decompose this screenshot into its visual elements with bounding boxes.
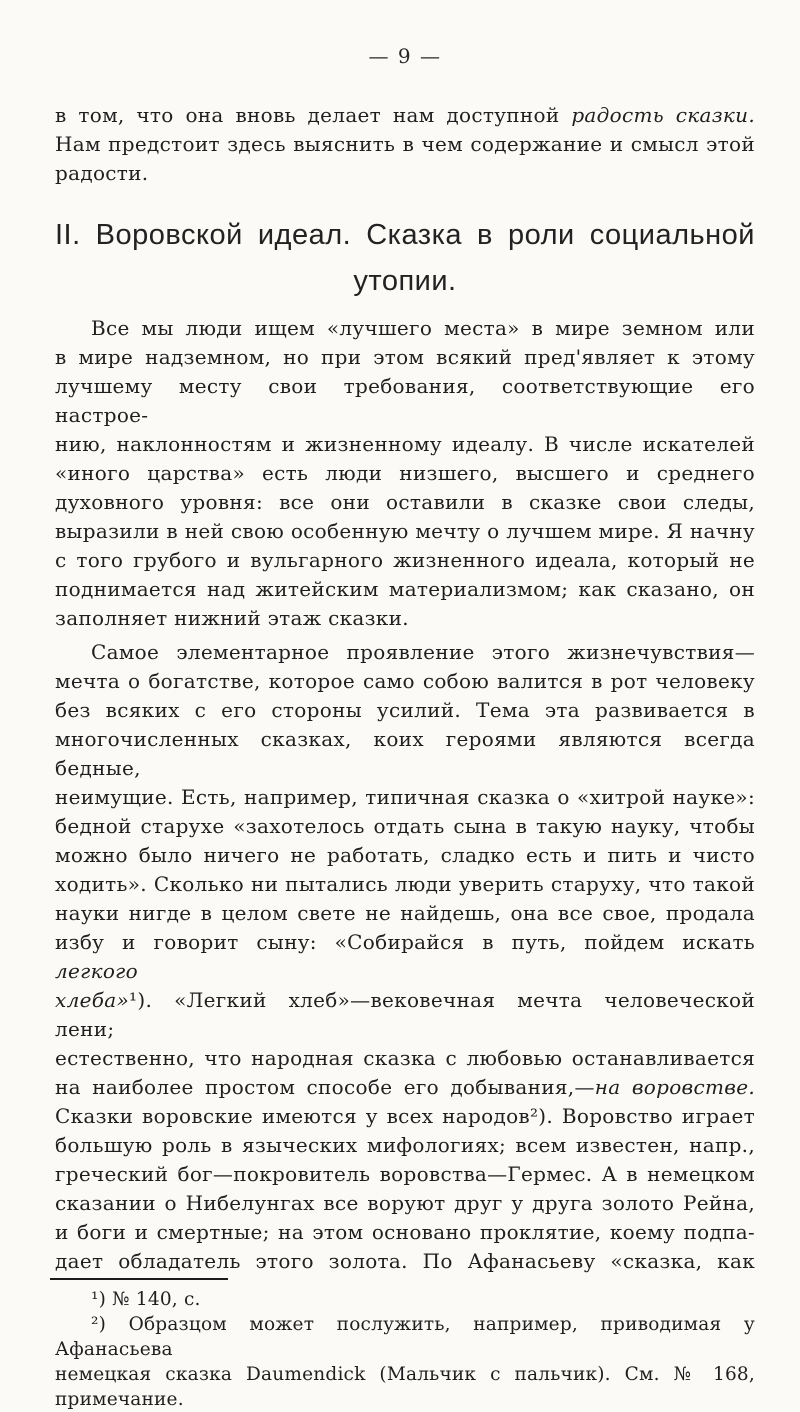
text-line: Нам предстоит здесь выяснить в чем содержание и смысл этой	[55, 132, 755, 156]
text-line: ¹) № 140, с.	[91, 1289, 201, 1310]
text-line: и боги и смертные; на этом основано проклятие, коему подпа-	[55, 1220, 755, 1244]
text-line: утопии.	[353, 265, 457, 297]
text-line: ²) Образцом может послужить, например, приводимая у Афанасьева	[55, 1314, 755, 1360]
page-number: — 9 —	[368, 44, 442, 68]
text-line: дает обладатель этого золота. По Афанасьеву «сказка, как	[55, 1249, 755, 1273]
text-line: неимущие. Есть, например, типичная сказка о «хитрой науке»:	[55, 785, 755, 809]
text-line: радости.	[55, 161, 149, 185]
emphasis-text: легкого	[55, 959, 138, 983]
emphasis-text: на воровстве.	[594, 1075, 755, 1099]
text-line: духовного уровня: все они оставили в сказке свои следы,	[55, 490, 755, 514]
page-text	[55, 42, 755, 1412]
text-line: нию, наклонностям и жизненному идеалу. В числе искателей	[55, 432, 755, 456]
text-line: в том, что она вновь делает нам доступной радость сказки.	[55, 103, 755, 127]
text-line: поднимается над житейским материализмом; как сказано, он	[55, 577, 755, 601]
footnote-2	[55, 1312, 755, 1412]
text-line: II. Воровской идеал. Сказка в роли социальной	[55, 219, 755, 251]
text-line: с того грубого и вульгарного жизненного идеала, который не	[55, 548, 755, 572]
text-line: на наиболее простом способе его добывания,—на воровстве.	[55, 1075, 755, 1099]
text-line: ходить». Сколько ни пытались люди уверить старуху, что такой	[55, 872, 755, 896]
text-line: можно было ничего не работать, сладко есть и пить и чисто	[55, 843, 755, 867]
book-page-scan	[0, 42, 800, 1410]
text-line: науки нигде в целом свете не найдешь, она все свое, продала	[55, 901, 755, 925]
text-line: в мире надземном, но при этом всякий пред'являет к этому	[55, 345, 755, 369]
text-line: лучшему месту свои требования, соответствующие его настрое-	[55, 374, 755, 427]
emphasis-text: хлеба»	[55, 988, 130, 1012]
text-line: без всяких с его стороны усилий. Тема эта развивается в	[55, 698, 755, 722]
footnote-separator	[50, 1278, 228, 1280]
text-line: мечта о богатстве, которое само собою валится в рот человеку	[55, 669, 755, 693]
text-line: «иного царства» есть люди низшего, высшего и среднего	[55, 461, 755, 485]
text-line: заполняет нижний этаж сказки.	[55, 606, 409, 630]
paragraph-3	[55, 638, 755, 1276]
text-line: избу и говорит сыну: «Собирайся в путь, пойдем искать легкого	[55, 930, 755, 983]
text-line: хлеба»¹). «Легкий хлеб»—вековечная мечта человеческой лени;	[55, 988, 755, 1041]
emphasis-text: радость сказки.	[571, 103, 755, 127]
text-line: Самое элементарное проявление этого жизнечувствия—	[91, 640, 755, 664]
paragraph-2	[55, 314, 755, 633]
text-line: немецкая сказка Daumendick (Мальчик с пальчик). См. № 168, примечание.	[55, 1364, 755, 1410]
text-line: большую роль в языческих мифологиях; всем известен, напр.,	[55, 1133, 755, 1157]
text-line: греческий бог—покровитель воровства—Гермес. А в немецком	[55, 1162, 755, 1186]
footnote-1	[55, 1287, 755, 1312]
text-line: Все мы люди ищем «лучшего места» в мире земном или	[91, 316, 755, 340]
text-line: сказании о Нибелунгах все воруют друг у друга золото Рейна,	[55, 1191, 755, 1215]
section-heading	[55, 212, 755, 304]
text-line: естественно, что народная сказка с любовью останавливается	[55, 1046, 755, 1070]
text-line: выразили в ней свою особенную мечту о лучшем мире. Я начну	[55, 519, 755, 543]
paragraph-1	[55, 101, 755, 188]
text-line: многочисленных сказках, коих героями являются всегда бедные,	[55, 727, 755, 780]
text-line: Сказки воровские имеются у всех народов²). Воровство играет	[55, 1104, 755, 1128]
text-line: бедной старухе «захотелось отдать сына в такую науку, чтобы	[55, 814, 755, 838]
